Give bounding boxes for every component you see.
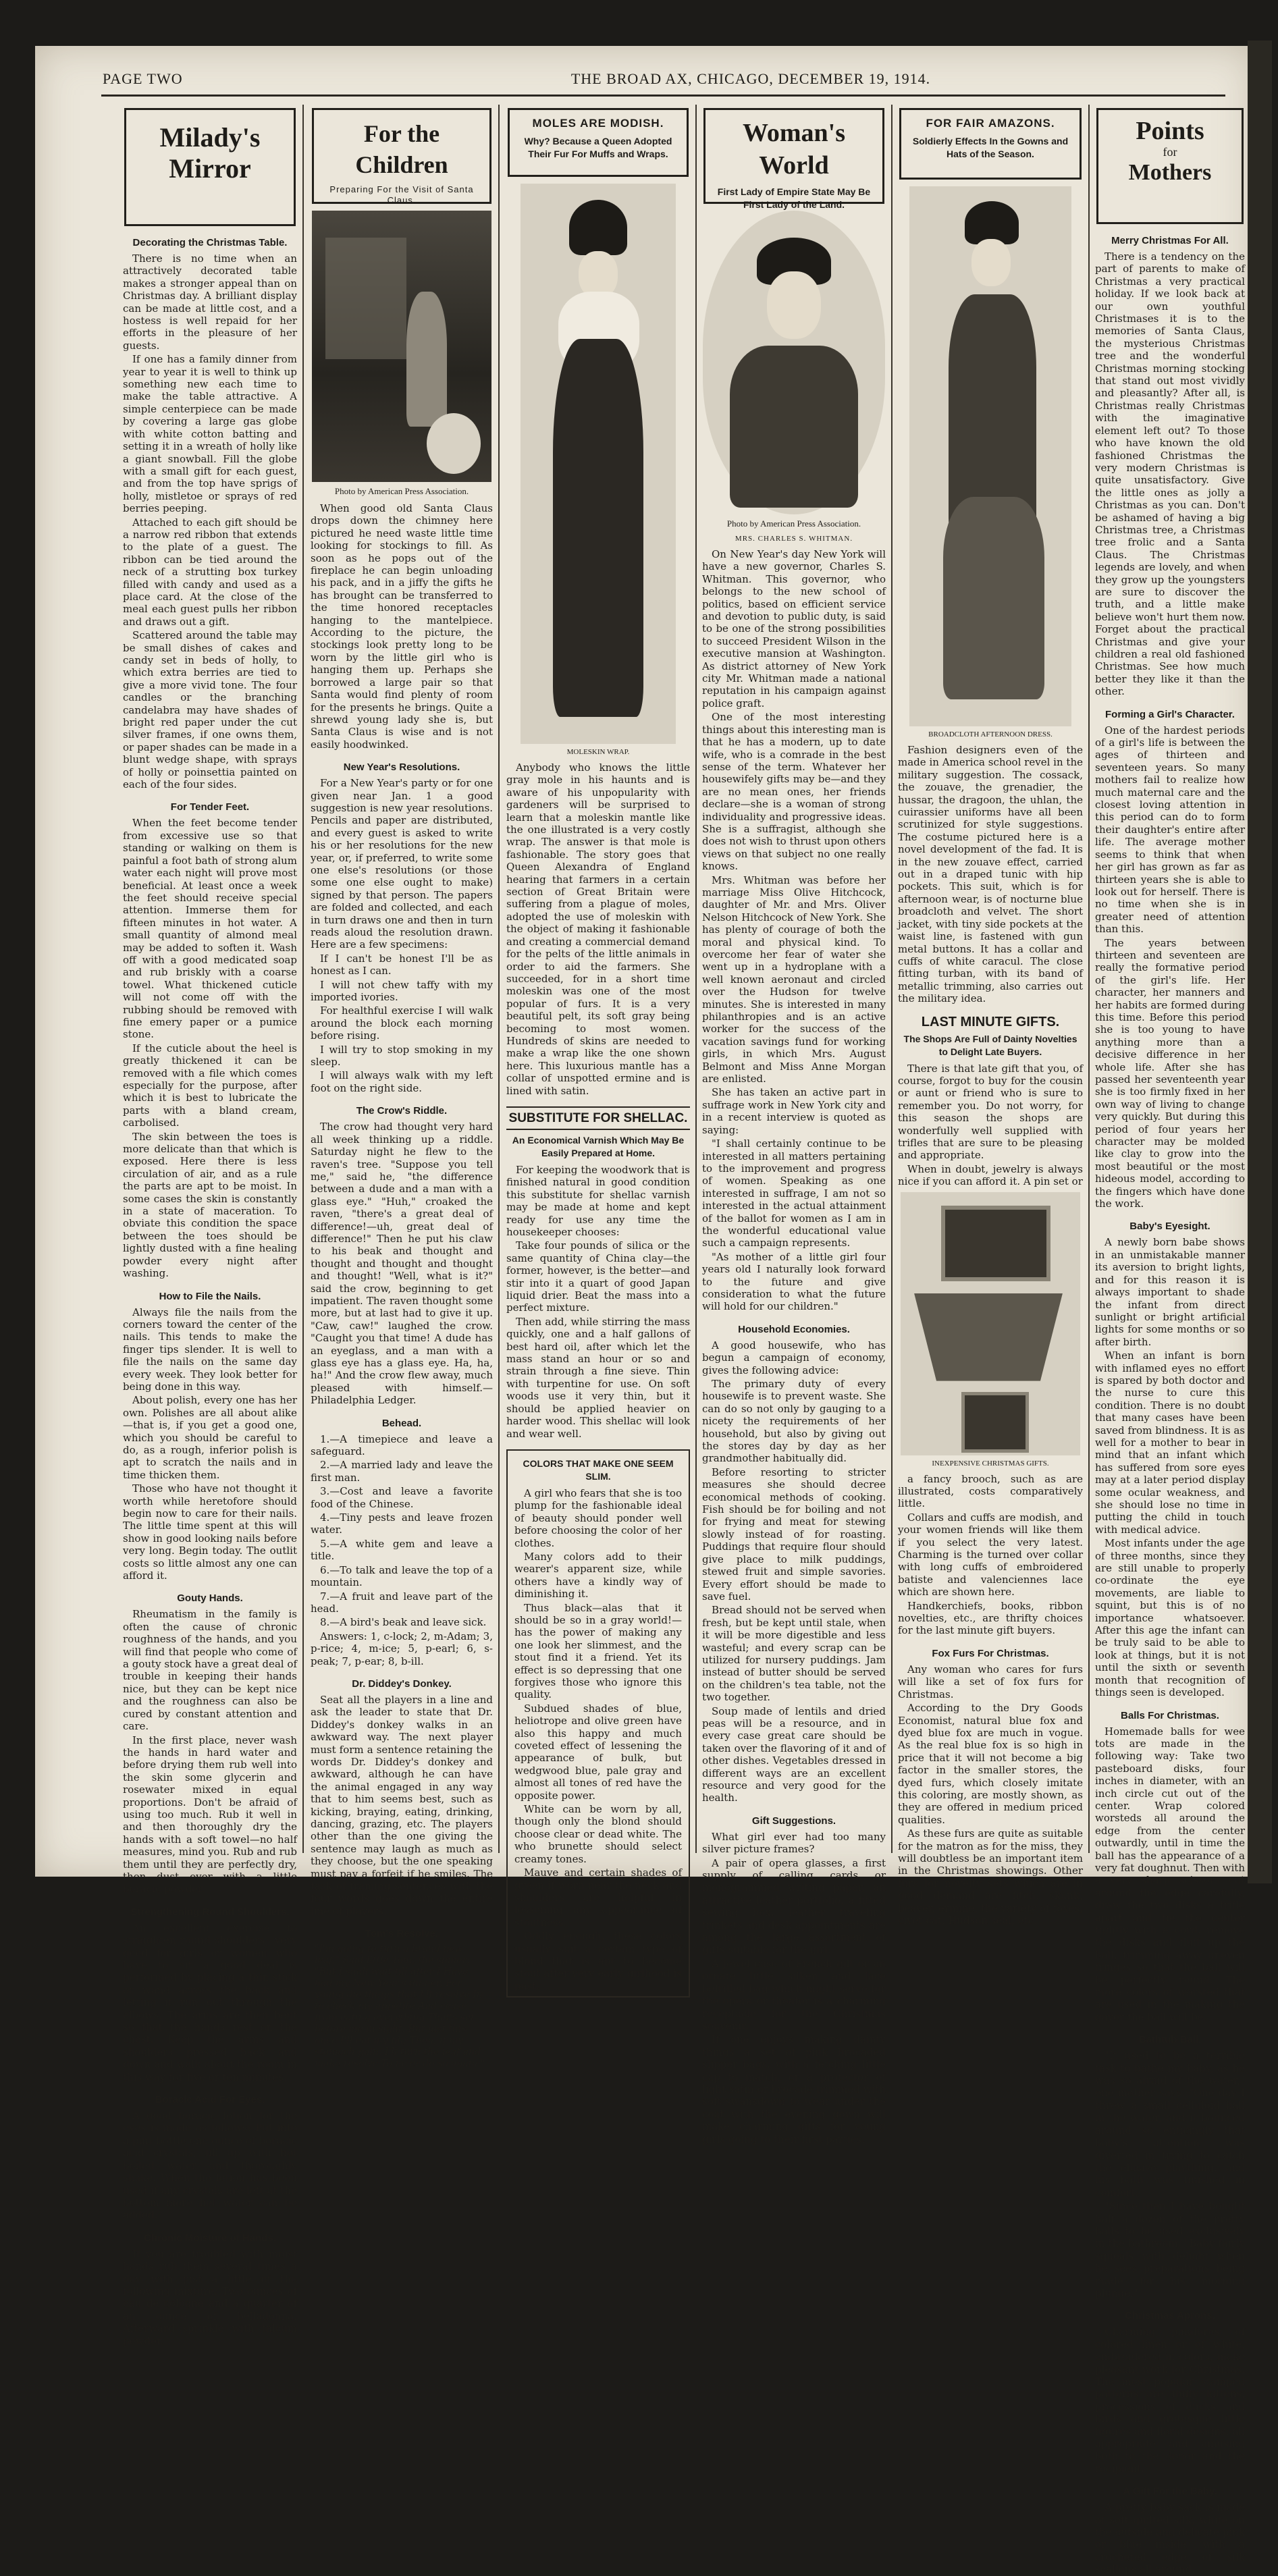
hat-shape [569,200,627,255]
article-paragraph: I will try to stop smoking in my sleep. [311,1043,493,1069]
article-paragraph: A jewel case of French gilt or an ornate little silken and lace befrilled bag which might serve for the opera or theater is a charming receptacle for the Christmas souvenir. [702,1957,886,2032]
article-paragraph: One of the hardest periods of a girl's life is between the ages of thirteen and seventeen years. So many mothers fail to realize how much maternal care and the closest loving attention in this period can do to form their daughter's entire after life. The average mother seems to think that when her girl has grown as far as thirteen years she is able to look out for herself. There is no time when she is in greater need of attention than this. [1095,724,1245,936]
article-paragraph: Homemade balls for wee tots are made in the following way: Take two pasteboard disks, four inches in diameter, with an inch circle cut out of the center. Wrap colored worsteds all around the edge from the center outwardly, until in time the ball has the appearance of a very fat doughnut. Then with a very sharp scissors cut around the edge carefully, draw the two disks a trifle apart and tie the center tightly with a cord, remove the disks and fluff up the ball, trimming away uneven fringes so that the ball will be perfectly round. The more colors of worsted that are used in the making the gayer the ball will be. [1095,1725,1245,2023]
article-heading: Decorating the Christmas Table. [132,237,288,248]
article-paragraph: When an infant is born with inflamed eyes no effort is spared by both doctor and the nurse to cure this condition. There is no doubt that many cases have been saved from blindness. It is as well for a mother to bear in mind that an infant which has suffered from sore eyes may at a later period display some ocular weakness, and she should lose no time in putting the child in touch with medical advice. [1095,1349,1245,1536]
article-paragraph: Charming pinafores of colored linen or of white, embroidered in colors, make pleasant work for Christmas. The most popular stamped patterns are fluffy kittens, processions of ducks and birds and grotesque little figures and floral designs, all appropriate and amusing both to the donor and the recipient. [1095,2326,1245,2475]
article-heading: Strengthening Round Shoulders. [130,1906,290,1918]
article-paragraph: Oddly enough, these colors usually suit a certain type of blond that is apt to become stout after very early girlhood is past. [514,1930,682,1992]
article-paragraph: Mauve and certain shades of green if worn near the neck and shoulders are helpful in lessening any appearance of stoutness. [514,1867,682,1929]
photo-caption: MRS. CHARLES S. WHITMAN. [735,535,853,543]
article-paragraph: There is no time when an attractively decorated table makes a stronger appeal than on Christmas day. A brilliant display can be made at little cost, and a hostess is well repaid for her efforts in the pleasure of her guests. [123,252,297,352]
article-paragraph: On New Year's day New York will have a new governor, Charles S. Whitman. This governor, who belongs to the new school of politics, based on efficient service and devotion to public duty, is said to be one of the strong possibilities to succeed President Wilson in the executive mansion at Washington. As district attorney of New York city Mr. Whitman made a national reputation in his campaign against police graft. [702,548,886,709]
santa-face [427,413,481,474]
article-paragraph: Subdued shades of blue, heliotrope and olive green have also this happy and much coveted effect of lessening the appearance of bulk, but wedgwood blue, pale gray and almost all tones of red have the opposite power. [514,1702,682,1802]
article-paragraph: If the cuticle about the heel is greatly thickened it can be removed with a file which comes especially for the purpose, after which it is best to lubricate the parts with a bland cream, carbolised. [123,1042,297,1129]
column-moles-are-modish [504,101,693,1992]
photo-caption: MOLESKIN WRAP. [566,748,630,756]
article-paragraph: If one enjoys making dainty things a set of pink brocaded slipper bags, with a fetching little cap to match, or a protector of light satin or brocade trimmed with soft swansdown to wear under the coat with the evening gown will make charming gifts for young girls going to their first parties. [702,2033,886,2145]
article-paragraph: "As mother of a little girl four years old I naturally look forward to the future and give consideration to what the future will hold for our children." [702,1250,886,1313]
article-paragraph: An excellent exercise to straighten round shoulders—very good for girls or women who have to sit a good deal—is performed by placing a thin stick or wand across the back and letting it run out through the elbows. The arms are then bent so that the hands rest on the chest. Keep the arms and shoulders pressed back and down and walk about the room in this way for five or ten minutes. [123,1921,297,2083]
article-paragraph: Answers: 1, c-lock; 2, m-Adam; 3, p-rice; 4, m-ice; 5, p-earl; 6, s-peak; 7, p-ear; 8, b-ill. [311,1630,493,1667]
article-paragraph: The years between thirteen and seventeen are really the formative period of the girl's life. Her character, her manners and her habits are formed during this time. Before this period she is too young to have anything more than a decisive difference in her whole life. After she has passed her seventeenth year she is too firmly fixed in her own way of living to change very quickly. But during this period of four years her character may be molded like clay to grow into the most beautiful or the most hideous model, according to the fingers which have done the work. [1095,936,1245,1210]
article-paragraph: Rheumatism in the family is often the cause of chronic roughness of the hands, and you will find that people who come of a gouty stock have a great deal of trouble in keeping their hands nice, but they can be kept nice and the roughness can also be cured by constant attention and care. [123,1608,297,1733]
heading-title: FOR FAIR AMAZONS. [926,117,1055,130]
shellac-heading-box [506,1106,690,1130]
article-paragraph: I will always walk with my left foot on the right side. [311,1069,493,1094]
broadcloth-dress-photo [909,186,1071,726]
article-paragraph: Seat all the players in a line and ask the leader to state that Dr. Diddey's donkey walks in an awkward way. The next player must form a sentence retaining the words Dr. Diddey's donkey and awkward, although he can have the animal engaged in any way that to him seems best, such as kicking, braying, eating, drinking, dancing, grazing, etc. The players other than the one giving the sentence may laugh as much as they choose, but the one speaking must pay a forfeit if he smiles. The task of framing sentences with the four words goes down the entire line of players. [311,1693,493,1917]
colors-box [506,1449,690,1997]
article-paragraph: There is a tendency on the part of parents to make of Christmas a very practical holiday. If we look back at our own youthful Christmases it is to the memories of Santa Claus, the mysterious Christmas tree and the wonderful Christmas morning stocking that stand out most vividly and pleasantly? After all, is Christmas really Christmas with the imaginative element left out? To those who have known the old fashioned Christmas the very modern Christmas is quite unsatisfactory. Give the little ones as jolly a Christmas as you can. Don't be ashamed of having a big Christmas tree, a Christmas tree frolic and a Santa Claus. The Christmas legends are lovely, and when they grow up the youngsters are sure to discover the truth, and a little make believe won't hurt them now. Forget about the practical Christmas and give your children a real old fashioned Christmas. See how much better they like it than the other. [1095,250,1245,698]
article-paragraph: Always file the nails from the corners toward the center of the nails. This tends to make the finger tips slender. It is well to file the nails on the same day every week. They look better for being done in this way. [123,1306,297,1393]
column-miladys-mirror [120,101,300,2347]
column-rule [1088,105,1090,1853]
article-heading: Boracic Acid For Eyes. [155,2094,265,2106]
article-paragraph: 6.—To talk and leave the top of a mountain. [311,1563,493,1589]
article-paragraph: 4.—Tiny pests and leave frozen water. [311,1511,493,1536]
masthead-rule [101,95,1225,97]
article-paragraph: A pair of opera glasses, a first supply of calling cards or monogrammed writing paper, an attractive leather portfolio, a fitted sewing box, leather traveling trinkets and desk appointments are among the large assortment of gifts suitable for the girl. [702,1856,886,1956]
article-paragraph: According to the Dry Goods Economist, natural blue fox and dyed blue fox are much in vogue. As the real blue fox is so high in price that it will not become a big factor in the smaller stores, the dyed furs, which closely imitate this coloring, are mostly shown, as they are offered in medium priced qualities. [898,1702,1083,1826]
article-paragraph: A good housewife, who has begun a campaign of economy, gives the following advice: [702,1339,886,1376]
article-heading: Baby's Eyesight. [1129,1220,1210,1233]
article-paragraph: Mrs. Whitman was before her marriage Miss Olive Hitchcock, daughter of Mr. and Mrs. Oliver Nelson Hitchcock of New York. She has plenty of courage of both the moral and physical kind. To overcome her fear of water she went up in a hydroplane with a well known aeronaut and circled over the Hudson for twelve minutes. She is interested in many philanthropies and is an active worker for the success of the vacation savings fund for working girls, in which Mrs. August Belmont and Miss Anne Morgan are enlisted. [702,874,886,1085]
article-paragraph: Soup made of lentils and dried peas will be a resource, and in every case great care should be taken over the flavoring of it and of other dishes. Vegetables dressed in different ways are an excellent resource and very good for the health. [702,1705,886,1804]
girl-figure [406,292,447,427]
article-paragraph: Thus black—alas that it should be so in a gray world!—has the power of making any one look her slimmest, and the stout find it a friend. Yet its effect is so depressing that one forgives those who ignore this quality. [514,1601,682,1701]
collar-shape [914,1293,1063,1381]
article-paragraph: The crow had thought very hard all week thinking up a riddle. Saturday night he flew to the raven's tree. "Suppose you tell me," said he, "the difference between a dude and a man with a glass eye." "Huh," croaked the raven, "there's a great deal of difference!—uh, great deal of difference!" Then he put his claw to his beak and thought and thought and thought and thought and thought! "Well, what is it?" said the crow, beginning to get impatient. The raven thought some more, but at last had to give it up. "Caw, caw!" laughed the crow. "Caught you that time! A dude has an eyeglass, and a man with a glass eye has a glass eye. Ha, ha, ha!" And the crow flew away, much pleased with himself.—Philadelphia Ledger. [311,1121,493,1407]
article-paragraph: Any woman who cares for furs will like a set of fox furs for Christmas. [898,1663,1083,1700]
article-paragraph: For a New Year's party or for one given near Jan. 1 a good suggestion is new year resolutions. Pencils and paper are distributed, and every guest is asked to write his or her resolutions for the new year, or, if preferred, to write some one else's resolutions (or those some one else ought to make) signed by that person. The papers are folded and collected, and each in turn draws one and then in turn reads aloud the resolution drawn. Here are a few specimens: [311,777,493,951]
article-heading: Household Economies. [738,1323,850,1335]
column-rule [891,105,893,1853]
article-paragraph: A pretty baby sack is made of soft quilted silk, white on the outside and delicate pink or blue inside, with a crocheted edge of silk scallops all around. [1095,2501,1245,2576]
article-paragraph: Many colors add to their wearer's apparent size, while others have a kindly way of diminishing it. [514,1550,682,1601]
article-paragraph: If I can't be honest I'll be as honest as I can. [311,952,493,977]
article-heading: Forming a Girl's Character. [1105,708,1235,720]
column-points-for-mothers [1092,101,1248,2576]
binding-edge [1248,41,1272,1883]
heading-subtitle: Preparing For the Visit of Santa Claus. [329,184,474,205]
column-womans-world [699,101,888,2145]
article-heading: Fox Furs For Christmas. [932,1647,1049,1659]
article-paragraph: What girl ever had too many silver picture frames? [702,1830,886,1856]
article-heading: A Gift For the Baby. [1123,2486,1217,2498]
heading-line: Mirror [169,153,251,184]
heading-subtitle: Why? Because a Queen Adopted Their Fur For Muffs and Wraps. [524,136,672,159]
moleskin-wrap-photo [521,184,676,744]
article-heading: Behead. [381,1417,422,1429]
column-rule [302,105,304,1853]
article-heading: Bathtub Ball. [1138,2034,1202,2046]
heading-line: for [1163,145,1177,159]
masthead [103,70,1223,90]
heading-line: Milady's [159,122,261,153]
article-heading: Dr. Diddey's Donkey. [352,1678,452,1690]
article-paragraph: Attached to each gift should be a narrow red ribbon that extends to the plate of a guest. The ribbon can be tied around the neck of a strutting box turkey filled with candy and used as a place card. At the close of the meal each guest pulls her ribbon and draws out a gift. [123,516,297,628]
article-heading: For Tender Feet. [170,801,250,813]
article-paragraph: About polish, every one has her own. Polishes are all about alike—that is, if you get a good one, which you should be careful to do, as a rough, inferior polish is apt to scratch the nails and in time thicken them. [123,1394,297,1481]
article-paragraph: One of the most interesting things about this interesting man is that he has a modern, up to date wife, who is a comrade in the best sense of the term. Whatever her housewifely gifts may be—and they are no mean ones, her friends declare—she is a woman of strong individuality and progressive ideas. She is a suffragist, although she does not wish to thrust upon others views on that subject no one really knows. [702,711,886,873]
article-paragraph: A girl who fears that she is too plump for the fashionable ideal of beauty should ponder well before choosing the color of her clothes. [514,1486,682,1549]
article-paragraph: For keeping the woodwork that is finished natural in good condition this substitute for shellac varnish may be made at home and kept ready for use any time the housekeeper chooses: [506,1163,690,1238]
box-heading: COLORS THAT MAKE ONE SEEM SLIM. [523,1457,674,1482]
heading-subtitle: Soldierly Effects In the Gowns and Hats of the Season. [912,136,1069,159]
article-heading: Chronic Moisture of Hands. [144,2232,276,2244]
article-paragraph: There is that late gift that you, of course, forgot to buy for the cousin or aunt or friend who is sure to remember you. Do not worry, for this season the shops are wonderfully well supplied with trifles that are sure to be pleasing and appropriate. [898,1062,1083,1162]
article-paragraph: A newly born babe shows in an unmistakable manner its aversion to bright lights, and for this reason it is always important to shade the infant from direct sunlight or bright artificial lights for some months or so after birth. [1095,1236,1245,1348]
article-paragraph: 1.—A timepiece and leave a safeguard. [311,1432,493,1458]
page-number: PAGE TWO [103,70,183,87]
article-paragraph: "I shall certainly continue to be interested in all matters pertaining to the improvement and progress of women. Speaking as one interested in suffrage, I am not so interested in the actual attainment of the ballot for women as I am in the wonderful educational value such a campaign represents. [702,1137,886,1250]
article-heading: Gouty Hands. [177,1592,243,1605]
column-for-fair-amazons [895,101,1086,1927]
article-paragraph: 8.—A bird's beak and leave sick. [320,1616,487,1629]
column-rule [498,105,500,1853]
article-paragraph: 3.—Cost and leave a favorite food of the Chinese. [311,1485,493,1510]
article-paragraph: She has taken an active part in suffrage work in New York city and in a recent interview is quoted as saying: [702,1086,886,1136]
tunic-shape [943,497,1044,699]
article-paragraph: 2.—A married lady and leave the first man. [311,1459,493,1484]
article-paragraph: Anybody who knows the little gray mole in his haunts and is aware of his unpopularity with gardeners will be surprised to learn that a moleskin mantle like the one illustrated is a very costly wrap. The answer is that mole is fashionable. The story goes that Queen Alexandra of England hearing that farmers in a certain section of Great Britain were suffering from a plague of moles, adopted the use of moleskin with the object of making it fashionable and creating a commercial demand for the pelts of the little animals in order to aid the farmers. She succeeded, for in a short time moleskin was one of the most popular of furs. It is a very beautiful pelt, its soft gray being becoming to most women. Hundreds of skins are needed to make a wrap like the one shown here. This luxurious mantle has a collar of unspotted ermine and is lined with satin. [506,761,690,1097]
article-heading: Merry Christmas For All. [1111,235,1229,246]
article-paragraph: When the feet become tender from excessive use so that standing or walking on them is painful a foot bath of strong alum water each night will prove most beneficial. At least once a week the feet should receive special attention. Immerse them for fifteen minutes in hot water. A small quantity of almond meal may be added to soften it. Wash off with a good medicated soap and rub briskly with a coarse towel. What thickened cuticle will not come off with the rubbing should be removed with fine emery paper or a pumice stone. [123,817,297,1041]
article-paragraph: Collars and cuffs are modish, and your women friends will like them if you select the very latest. Charming is the turned over collar with long cuffs of embroidered batiste and valenciennes lace which are shown here. [898,1511,1083,1599]
heading-title: MOLES ARE MODISH. [532,117,664,130]
article-paragraph: In the first place, never wash the hands in hard water and before drying them rub well into the skin some glycerin and rosewater mixed in equal proportions. Don't be afraid of using too much. Rub it well in and then thoroughly dry the hands with a soft towel—no half measures, mind you. Rub and rub them until they are perfectly dry, then dust over with a little boracic powder. [123,1734,297,1896]
moleskin-mantle [553,339,643,717]
heading-line: Points [1136,117,1204,145]
article-paragraph: A good boracic lotion for the eyes is made as follows: Put into a pint bottle one ounce of boracic acid crystals, fill up with hot boiled water and thoroughly shake. When the lotion has been used if any crystals are left at the bottom more hot water can be added. [123,2110,297,2222]
article-paragraph: Before resorting to stricter measures she should decree economical methods of cooking. Fish should be for boiling and not for frying and meat for stewing slowly instead of for roasting. Puddings that require flour should give place to milk puddings, stewed fruit and simple savories. Every effort should be made to save fuel. [702,1466,886,1603]
points-for-mothers-heading [1096,108,1244,224]
photo-credit: Photo by American Press Association. [726,518,861,529]
turban-shape [965,201,1019,244]
article-heading: LAST MINUTE GIFTS. [921,1014,1060,1029]
photo-credit: Photo by American Press Association. [334,486,469,496]
article-heading: How to File the Nails. [159,1290,261,1302]
article-heading: Tom's Resolve. [365,1928,439,1940]
article-heading: Balls For Christmas. [1121,1709,1219,1721]
pin-box [961,1392,1029,1453]
article-paragraph: As these furs are quite as suitable for the matron as for the miss, they will doubtless be an important item in the Christmas showings. Other furs for novelty sets which are in good demand are fitch, skunk, beaver, ermine, the variety of foxes, civet cat, Hudson seal, etc. [898,1827,1083,1927]
article-paragraph: Most infants under the age of three months, since they are still unable to properly co-ordinate the eye movements, are liable to squint, but this is of no importance whatsoever. After this age the infant can be truly said to be able to look at things, but it is not until the sixth or seventh month that recognition of things seen is developed. [1095,1537,1245,1699]
santa-fireplace-photo [312,211,491,482]
dress-shape [730,346,858,508]
article-paragraph: If one has a family dinner from year to year it is well to think up something new each time to make the table attractive. A simple centerpiece can be made by covering a large gas globe with white cotton batting and setting it in a wreath of holly like a giant snowball. Fill the globe with a small gift for each guest, and from the top have sprigs of holly, mistletoe or sprays of red berries peeping. [123,353,297,515]
article-heading: New Year's Resolutions. [343,761,460,774]
article-paragraph: The skin between the toes is more delicate than that which is exposed. Here there is less circulation of air, and as a rule the parts are apt to be moist. In some cases the skin is constantly in a state of maceration. To obviate this condition the space between the toes should be lightly dusted with a fine healing powder every night after washing. [123,1130,297,1280]
article-paragraph: Fashion designers even of the made in America school revel in the military suggestion. The cossack, the zouave, the grenadier, the hussar, the dragoon, the uhlan, the cuirassier uniforms have all been scrutinized for style suggestions. The costume pictured here is a novel development of the fad. It is in the new zouave effect, carried out in a draped tunic with hip pockets. This suit, which is for afternoon wear, is of nocturne blue broadcloth and velvet. The short jacket, with tiny side pockets at the waist line, is fastened with gun metal buttons. It has a collar and cuffs of white caracul. The close fitting turban, with its band of metallic trimming, also carries out the military idea. [898,744,1083,1005]
heading-subtitle: An Economical Varnish Which May Be Easily Prepared at Home. [512,1134,685,1158]
paper-dateline: THE BROAD AX, CHICAGO, DECEMBER 19, 1914. [570,70,931,87]
article-heading: Gift Suggestions. [751,1815,836,1827]
article-paragraph: I will not chew taffy with my imported ivories. [311,978,493,1004]
face-shape [767,271,821,339]
article-heading: Christmas Aprons. [1125,2310,1215,2322]
poem-text: "I'm going to turn a brand new leaf," Said little Tom, the sinner; "But I shall wait till after I Have had my New Year's dinner, For young die things that I'll resolve In to check my appetite And cease from eating everything That's set before me in sight. But just this once I'll eat my fill; Then, if my stomach gain, I'll turn the leaf and make resolve To ne'er do so again." [315,1943,485,2070]
article-paragraph: "Since then I have bought half a dozen of the pretty balls to be used exclusively in the bathroom. "Baby fairly squeals with delight when he sees preparations being made for his morning plunge." [1095,2200,1245,2299]
column-rule [695,105,697,1853]
article-paragraph: Take four pounds of silica or the same quantity of China clay—the former, however, is the better—and stir into it a quart of good Japan liquid drier. Beat the mass into a perfect mixture. [506,1239,690,1314]
article-paragraph: Those who have not thought it worth while heretofore should begin now to care for their nails. The little time spent at this will show in good looking nails before very long. Begin today. The outlit costs so little almost any one can afford it. [123,1482,297,1582]
article-paragraph: "It used to be a terrible task to bathe my baby, as he was so afraid of the water," one mother says. "One day I threw a small celluloid ball in the water, and it bounced around so enticingly that baby's attention was diverted in trying to catch the elusive plaything, and his bath was finished in comfort. [1095,2049,1245,2199]
heading-title: SUBSTITUTE FOR SHELLAC. [508,1110,688,1125]
article-paragraph: The primary duty of every housewife is to prevent waste. She can do so not only by gauging to a nicety the requirements of her household, but also by giving out the stores day by day as her grandmother habitually did. [702,1378,886,1465]
article-paragraph: When in doubt, jewelry is always nice if you can afford it. A pin set or [898,1162,1083,1188]
miladys-mirror-heading [124,108,296,226]
article-paragraph: White can be worn by all, though only the blond should choose clear or dead white. The who brunette should select creamy tones. [514,1803,682,1865]
amazons-heading [899,108,1082,180]
photo-caption: BROADCLOTH AFTERNOON DRESS. [928,730,1053,739]
article-paragraph: 7.—A fruit and leave part of the head. [311,1590,493,1615]
article-paragraph: Scattered around the table may be small dishes of cakes and candy set in beds of holly, to which extra berries are tied to give a more vivid tone. The four candles or the branching candelabra may have shades of bright red paper under the cut silver frames, if one owns them, or paper shades can be made in a blunt wedge shape, with sprays of holly or poinsettia painted on each of the four sides. [123,629,297,791]
article-paragraph: Handkerchiefs, books, ribbon novelties, etc., are thrifty choices for the last minute gift buyers. [898,1599,1083,1637]
heading-subtitle: The Shops Are Full of Dainty Novelties to Delight Late Buyers. [903,1033,1077,1057]
article-heading: The Crow's Riddle. [356,1105,448,1117]
christmas-gifts-photo [901,1192,1080,1455]
article-paragraph: 5.—A white gem and leave a title. [311,1537,493,1563]
womans-world-heading [703,108,884,210]
portrait-photo [703,211,885,514]
for-the-children-heading [312,108,491,204]
article-paragraph: If you are troubled with moist hands rub them several times a day with just a little of the following mixture: Two ounces of eau de cologne and a quarter of an ounce of belladonna. Afterward sprinkle with talcum powder. [123,2247,297,2347]
heading-line: Mothers [1128,160,1212,185]
article-paragraph: Then add, while stirring the mass quickly, one and a half gallons of best hard oil, after which let the mass stand an hour or so and strain through a fine sieve. Thin with turpentine for use. On soft woods use it very thin, but it should be applied heavier on harder wood. This shellac will look and wear well. [506,1315,690,1440]
heading-line: For the Children [355,120,448,178]
article-paragraph: For healthful exercise I will walk around the block each morning before rising. [311,1004,493,1042]
mantel-shape [325,238,406,359]
heading-title: Woman's World [742,119,846,180]
photo-caption: INEXPENSIVE CHRISTMAS GIFTS. [932,1459,1049,1468]
column-for-the-children [308,101,496,2070]
face-shape [971,239,1011,286]
article-paragraph: Bread should not be served when fresh, but be kept until stale, when it will be more digestible and less wasteful; and every scrap can be utilized for nursery puddings. Jam instead of butter should be served on the children's tea table, not the two together. [702,1604,886,1704]
brooch-box [941,1206,1050,1281]
moles-heading [508,108,689,177]
article-paragraph: a fancy brooch, such as are illustrated, costs comparatively little. [898,1472,1083,1510]
heading-subtitle: First Lady of Empire State May Be First Lady of the Land. [717,186,871,210]
article-paragraph: When good old Santa Claus drops down the chimney here pictured he need waste little time looking for stockings to fill. As soon as he pops out of the fireplace he can begin unloading his pack, and in a jiffy the gifts he has brought can be transferred to the time honored receptacles hanging to the mantelpiece. According to the picture, the stockings look pretty long to be worn by the little girl who is hanging them up. Perhaps she borrowed a large pair so that Santa would find plenty of room for the presents he brings. Quite a shrewd young lady she is, but Santa Claus is wise and is not easily hoodwinked. [311,502,493,751]
